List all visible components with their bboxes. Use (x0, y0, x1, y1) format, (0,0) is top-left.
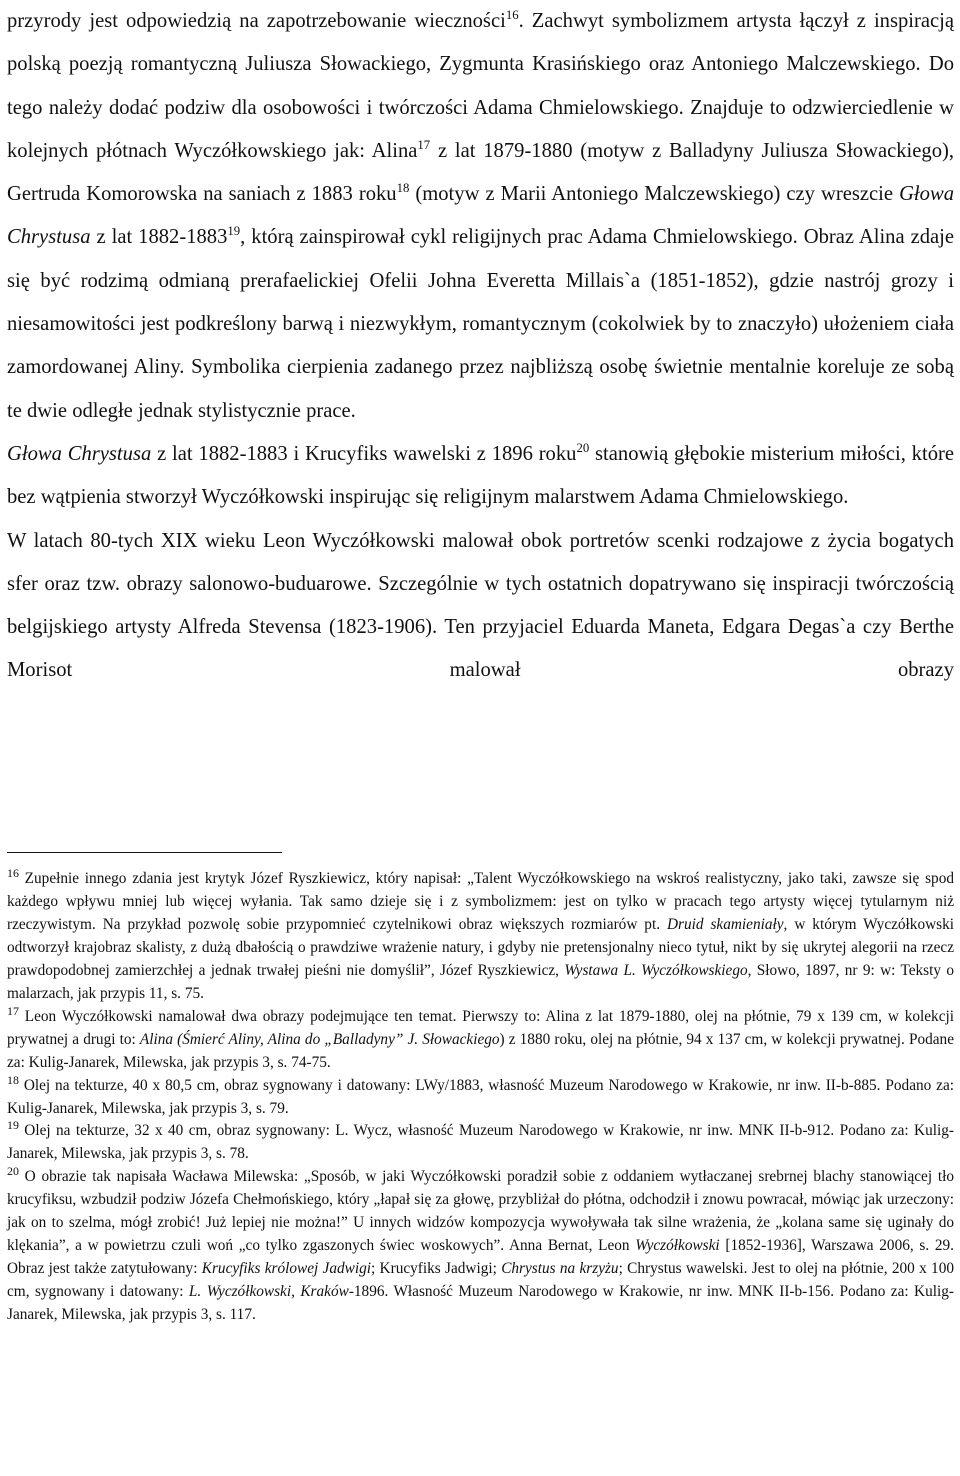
footnote-ref-18[interactable]: 18 (396, 181, 410, 196)
footnote-number: 18 (7, 1072, 19, 1087)
footnote-19: $^{19}$ Olej na tekturze, 32 x 40 cm, obraz sygnowany: L. Wycz, własność Muzeum Narodowego w Krakowie, nr inw. MNK II-b-912. Podano za: Kulig-Janarek, Milewska, jak przypis 3, s. 78. (7, 1118, 954, 1163)
footnote-separator (7, 852, 282, 853)
paragraph-1: przyrody jest odpowiedzią na zapotrzebowanie wieczności$^{16}$. Zachwyt symbolizmem artysta łączył z inspiracją polską poezją romantyczną Juliusza Słowackiego, Zygmunta Krasińskiego oraz Antoniego Malczewskiego. Do tego należy dodać podziw dla osobowości i twórczości Adama Chmielowskiego. Znajduje to odzwierciedlenie w kolejnych płótnach Wyczółkowskiego jak: Alina$^{17}$ z lat 1879-1880 (motyw z Balladyny Juliusza Słowackiego), Gertruda Komorowska na saniach z 1883 roku$^{18}$ (motyw z Marii Antoniego Malczewskiego) czy wreszcie Głowa Chrystusa z lat 1882-1883$^{19}$, którą zainspirował cykl religijnych prac Adama Chmielowskiego. Obraz Alina zdaje się być rodzimą odmianą prerafaelickiej Ofelii Johna Everetta Millais`a (1851-1852), gdzie nastrój grozy i niesamowitości jest podkreślony barwą i niezwykłym, romantycznym (cokolwiek by to znaczyło) ułożeniem ciała zamordowanej Aliny. Symbolika cierpienia zadanego przez najbliższą osobę świetnie mentalnie koreluje ze sobą te dwie odległe jednak stylistycznie prace. (7, 8, 955, 422)
footnote-ref-17[interactable]: 17 (417, 138, 431, 153)
footnote-ref-19[interactable]: 19 (227, 224, 241, 239)
footnote-number: 19 (7, 1118, 19, 1133)
paragraph-3: W latach 80-tych XIX wieku Leon Wyczółkowski malował obok portretów scenki rodzajowe z życia bogatych sfer oraz tzw. obrazy salonowo-buduarowe. Szczególnie w tych ostatnich dopatrywano się inspiracji twórczością belgijskiego artysty Alfreda Stevensa (1823-1906). Ten przyjaciel Eduarda Maneta, Edgara Degas`a czy Berthe Morisot malował obrazy (7, 529, 954, 682)
footnote-17: $^{17}$ Leon Wyczółkowski namalował dwa obrazy podejmujące ten temat. Pierwszy to: Alina z lat 1879-1880, olej na płótnie, 79 x 139 cm, w kolekcji prywatnej a drugi to: Alina (Śmierć Aliny, Alina do „Balladyny” J. Słowackiego) z 1880 roku, olej na płótnie, 94 x 137 cm, w kolekcji prywatnej. Podane za: Kulig-Janarek, Milewska, jak przypis 3, s. 74-75. (7, 1003, 954, 1071)
footnote-ref-16[interactable]: 16 (505, 8, 519, 23)
footnote-18: $^{18}$ Olej na tekturze, 40 x 80,5 cm, obraz sygnowany i datowany: LWy/1883, własność Muzeum Narodowego w Krakowie, nr inw. II-b-885. Podano za: Kulig-Janarek, Milewska, jak przypis 3, s. 79. (7, 1072, 954, 1117)
footnotes (7, 865, 955, 1327)
document-page (7, 0, 955, 1324)
artwork-title: Głowa Chrystusa (7, 183, 954, 249)
main-text (7, 0, 954, 693)
footnote-16: $^{16}$ Zupełnie innego zdania jest krytyk Józef Ryszkiewicz, który napisał: „Talent Wyczółkowskiego na wskroś realistyczny, jako taki, zawsze się spod każdego wpływu mniej lub więcej wyłania. Tak samo dzieje się i z symbolizmem: jest on tylko w pracach tego artysty więcej tytularnym niż rzeczywistym. Na przykład pozwolę sobie przypomnieć czytelnikowi obraz większych rozmiarów pt. Druid skamieniały, w którym Wyczółkowski odtworzył krajobraz skalisty, z dużą dbałością o prawdziwe wrażenie natury, i gdyby nie pretensjonalny nieco tytuł, nikt by się ukrytej alegorii na rzecz prawdopodobnej zamierzchłej a jednak trwałej pieśni nie domyślił”, Józef Ryszkiewicz, Wystawa L. Wyczółkowskiego, Słowo, 1897, nr 9: w: Teksty o malarzach, jak przypis 11, s. 75. (7, 865, 954, 1002)
footnote-number: 20 (7, 1164, 19, 1179)
artwork-title: Głowa Chrystusa (7, 442, 152, 465)
footnote-20: $^{20}$ O obrazie tak napisała Wacława Milewska: „Sposób, w jaki Wyczółkowski poradził sobie z oddaniem wytłaczanej srebrnej blachy stanowiącej tło krucyfiksu, wzbudził podziw Józefa Chełmońskiego, który „łapał się za głowę, przybliżał do płótna, odchodził i znowu powracał, mówiąc jak urzeczony: jak on to szelma, mógł zrobić! Już lepiej nie można!” U innych widzów kompozycja wywoływała tak silne wrażenia, że „kolana same się uginały do klękania”, a w powietrzu czuli woń „co tylko zgaszonych świec woskowych”. Anna Bernat, Leon Wyczółkowski [1852-1936], Warszawa 2006, s. 29. Obraz jest także zatytułowany: Krucyfiks królowej Jadwigi; Krucyfiks Jadwigi; Chrystus na krzyżu; Chrystus wawelski. Jest to olej na płótnie, 200 x 100 cm, sygnowany i datowany: L. Wyczółkowski, Kraków-1896. Własność Muzeum Narodowego w Krakowie, nr inw. MNK II-b-156. Podano za: Kulig-Janarek, Milewska, jak przypis 3, s. 117. (7, 1164, 955, 1324)
footnote-number: 17 (7, 1003, 19, 1018)
footnote-ref-20[interactable]: 20 (576, 441, 590, 456)
footnote-number: 16 (7, 865, 19, 880)
paragraph-2: Głowa Chrystusa z lat 1882-1883 i Krucyfiks wawelski z 1896 roku$^{20}$ stanowią głębokie misterium miłości, które bez wątpienia stworzył Wyczółkowski inspirując się religijnym malarstwem Adama Chmielowskiego. (7, 441, 954, 509)
